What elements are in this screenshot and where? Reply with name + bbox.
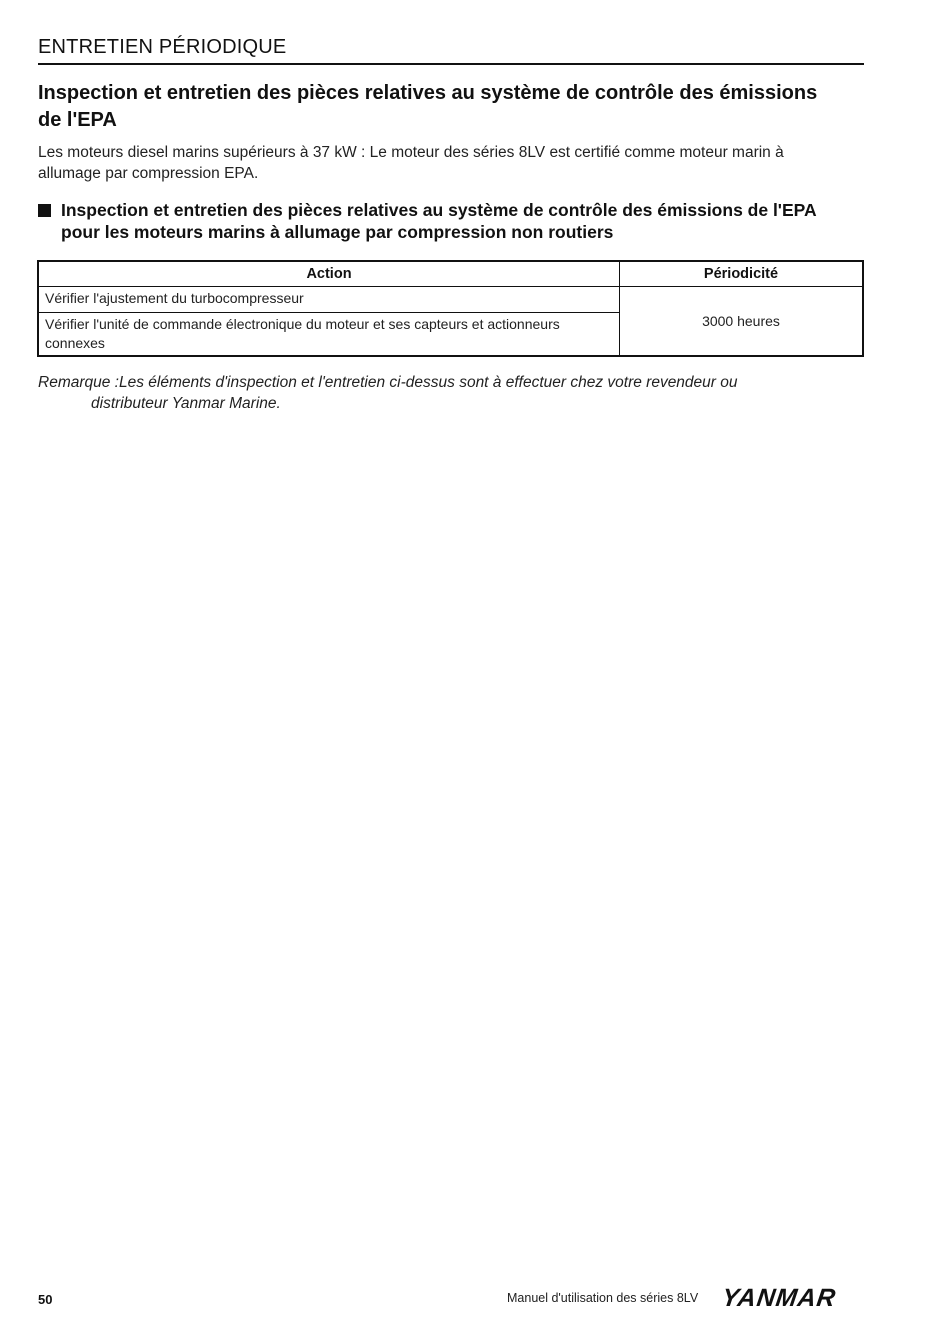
action-cell: Vérifier l'ajustement du turbocompresseur xyxy=(38,287,620,313)
action-cell: Vérifier l'unité de commande électronique du moteur et ses capteurs et actionneurs connexes xyxy=(38,313,620,357)
column-header-action: Action xyxy=(38,261,620,287)
intro-paragraph: Les moteurs diesel marins supérieurs à 37 kW : Le moteur des séries 8LV est certifié comme moteur marin à allumage par compression EPA. xyxy=(38,144,784,182)
table-header-row xyxy=(38,261,863,287)
period-cell: 3000 heures xyxy=(620,287,864,357)
remark-line-1: Remarque :Les éléments d'inspection et l'entretien ci-dessus sont à effectuer chez votre revendeur ou xyxy=(38,374,738,391)
page-number: 50 xyxy=(38,1292,53,1307)
remark-line-2: distributeur Yanmar Marine. xyxy=(91,395,281,412)
table-row xyxy=(38,287,863,313)
manual-title: Manuel d'utilisation des séries 8LV xyxy=(507,1291,699,1305)
square-bullet-icon xyxy=(38,204,51,217)
maintenance-table xyxy=(37,260,864,357)
page-subtitle: Inspection et entretien des pièces relatives au système de contrôle des émissions de l'EPA xyxy=(38,82,818,131)
column-header-period: Périodicité xyxy=(620,261,864,287)
subheading-text: Inspection et entretien des pièces relatives au système de contrôle des émissions de l'EPA pour les moteurs marins à allumage par compression non routiers xyxy=(61,200,817,242)
yanmar-logo: YANMAR xyxy=(720,1284,838,1312)
remark-note xyxy=(38,372,848,414)
section-header: ENTRETIEN PÉRIODIQUE xyxy=(38,36,864,65)
subheading xyxy=(38,199,848,243)
